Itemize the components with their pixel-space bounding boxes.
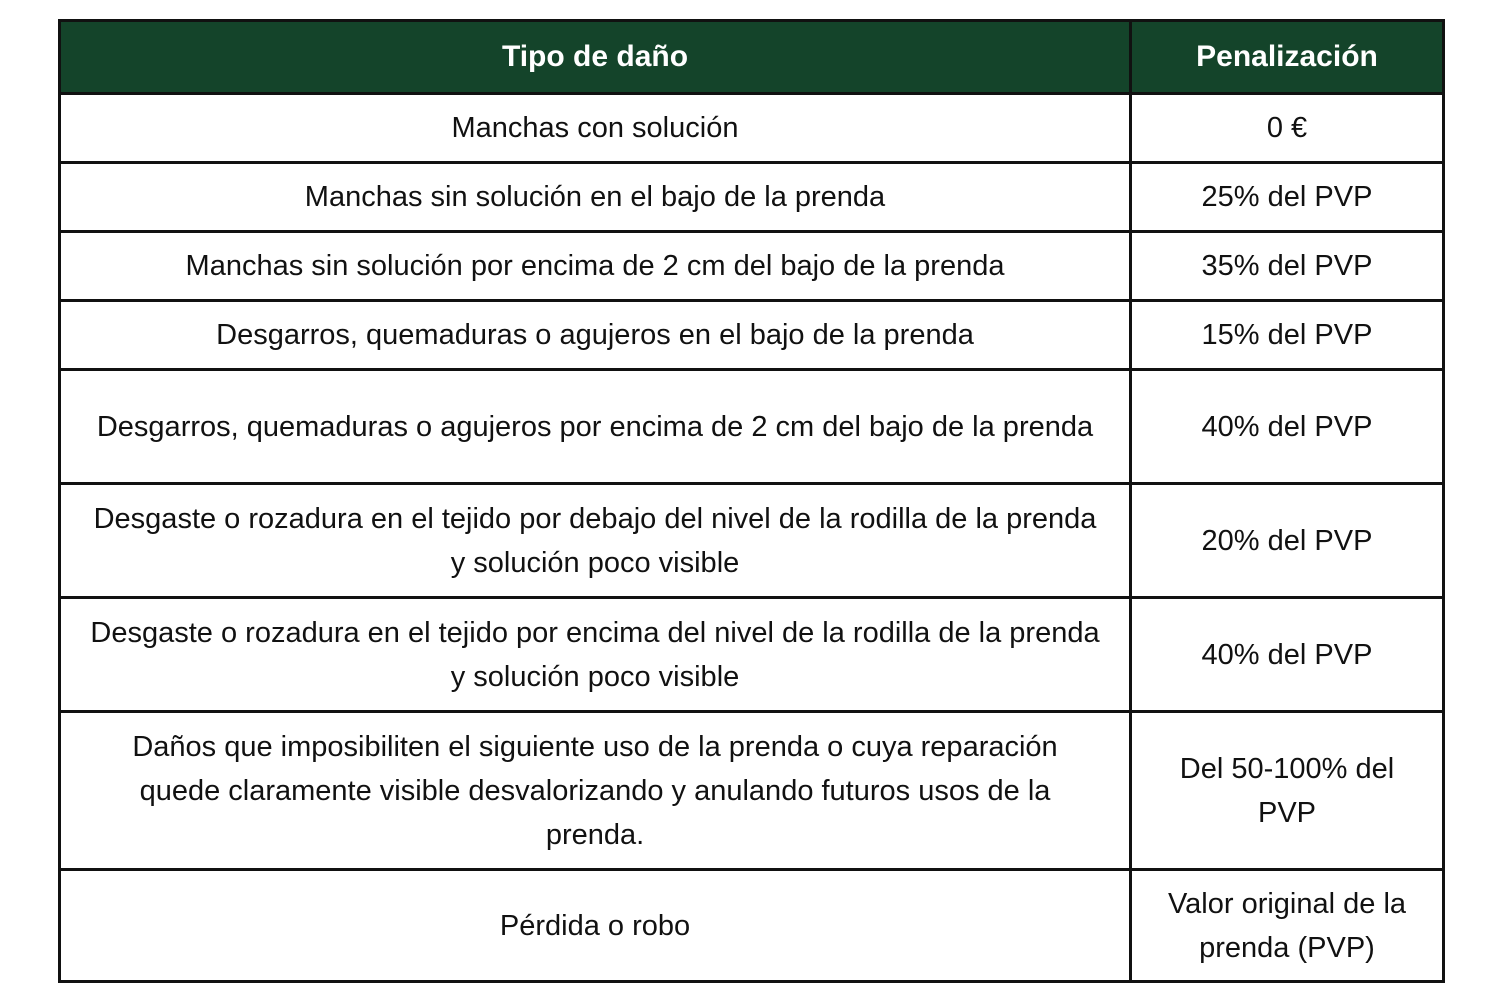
damage-cell: Pérdida o robo	[60, 870, 1131, 982]
damage-cell: Desgaste o rozadura en el tejido por debajo del nivel de la rodilla de la prenda y solución poco visible	[60, 484, 1131, 598]
penalty-cell: 15% del PVP	[1131, 301, 1444, 370]
damage-cell: Manchas con solución	[60, 94, 1131, 163]
penalty-cell: 35% del PVP	[1131, 232, 1444, 301]
damage-cell: Desgarros, quemaduras o agujeros en el bajo de la prenda	[60, 301, 1131, 370]
table-header	[60, 21, 1444, 94]
penalty-cell: Valor original de la prenda (PVP)	[1131, 870, 1444, 982]
penalty-cell: 20% del PVP	[1131, 484, 1444, 598]
table-row	[60, 301, 1444, 370]
table-body	[60, 94, 1444, 982]
penalty-cell: 0 €	[1131, 94, 1444, 163]
penalty-cell: 40% del PVP	[1131, 598, 1444, 712]
table-row	[60, 232, 1444, 301]
table-row	[60, 598, 1444, 712]
table-row	[60, 163, 1444, 232]
damage-cell: Manchas sin solución en el bajo de la prenda	[60, 163, 1131, 232]
penalty-cell: 25% del PVP	[1131, 163, 1444, 232]
table-row	[60, 94, 1444, 163]
table-row	[60, 870, 1444, 982]
damage-cell: Desgaste o rozadura en el tejido por encima del nivel de la rodilla de la prenda y solución poco visible	[60, 598, 1131, 712]
penalty-cell: 40% del PVP	[1131, 370, 1444, 484]
header-row	[60, 21, 1444, 94]
header-penalty: Penalización	[1131, 21, 1444, 94]
damage-cell: Daños que imposibiliten el siguiente uso de la prenda o cuya reparación quede claramente visible desvalorizando y anulando futuros usos de la prenda.	[60, 712, 1131, 870]
header-damage-type: Tipo de daño	[60, 21, 1131, 94]
table-row	[60, 370, 1444, 484]
penalty-table	[58, 19, 1445, 983]
table-row	[60, 484, 1444, 598]
table-row	[60, 712, 1444, 870]
damage-cell: Manchas sin solución por encima de 2 cm del bajo de la prenda	[60, 232, 1131, 301]
penalty-cell: Del 50-100% del PVP	[1131, 712, 1444, 870]
damage-cell: Desgarros, quemaduras o agujeros por encima de 2 cm del bajo de la prenda	[60, 370, 1131, 484]
